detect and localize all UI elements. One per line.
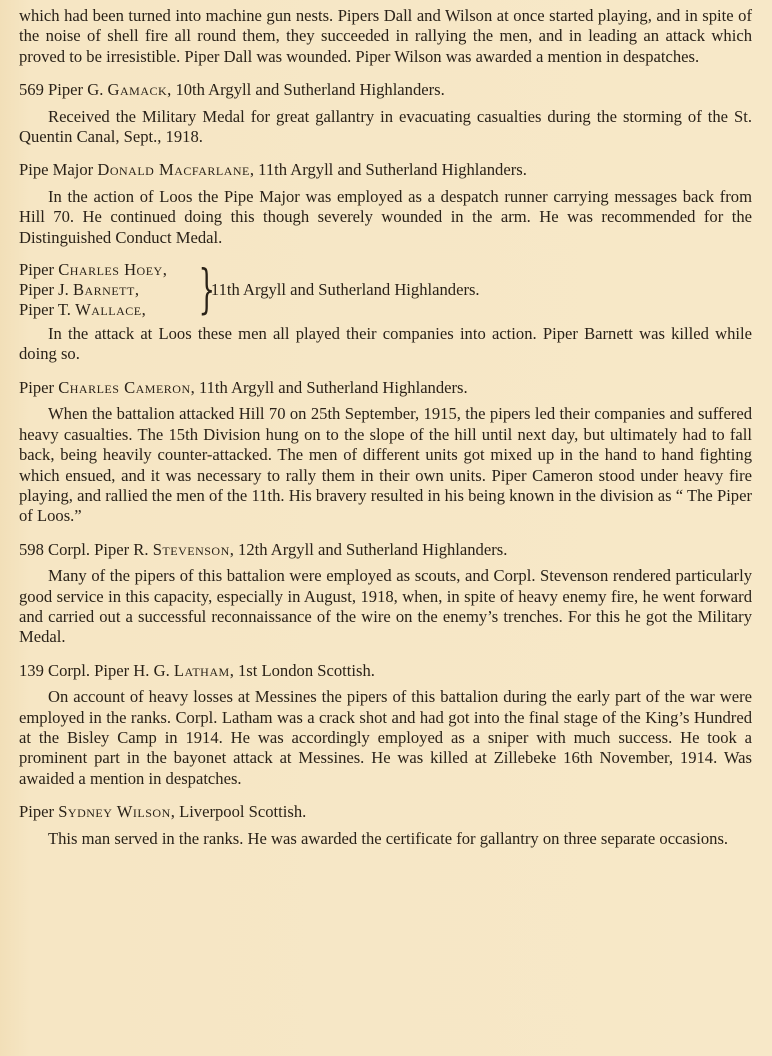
entry-body: On account of heavy losses at Messines the pipers of this battalion during the early part of the war were employed in the ranks. Corpl. Latham was a crack shot and had got into the final stage of the King’s Hundred at the Bisley Camp in 1914. He was accordingly employed as a sniper with much success. He took a prominent part in the bayonet attack at Messines. He was killed at Zillebeke 16th November, 1914. Was awaided a mention in despatches.: [19, 687, 752, 788]
entry-heading: [19, 160, 752, 180]
entry-body: In the attack at Loos these men all played their companies into action. Piper Barnett was killed while doing so.: [19, 324, 752, 364]
entry-prefix: Pipe Major: [19, 160, 98, 180]
entry-heading: [19, 378, 752, 398]
entry-wilson: [19, 802, 752, 849]
entry-unit: , 12th Argyll and Sutherland Highlanders.: [229, 539, 508, 559]
entry-name: Sydney Wilson: [58, 802, 171, 822]
group-names: [19, 260, 167, 320]
group-heading: [19, 260, 752, 320]
member-suffix: ,: [134, 280, 139, 300]
entry-cameron: [19, 378, 752, 527]
entry-unit: , Liverpool Scottish.: [170, 802, 307, 822]
entry-heading: [19, 661, 752, 681]
entry-macfarlane: [19, 160, 752, 248]
member-suffix: ,: [141, 300, 146, 320]
brace-icon: }: [198, 260, 215, 321]
entry-heading: [19, 540, 752, 560]
entry-unit: , 10th Argyll and Sutherland Highlanders.: [167, 80, 445, 100]
member-name: Charles Hoey: [58, 260, 163, 280]
entry-name: Stevenson: [152, 539, 230, 559]
member-name: Wallace: [75, 300, 142, 320]
member-suffix: ,: [162, 260, 167, 280]
entry-name: Gamack: [107, 80, 168, 100]
entry-name: Latham: [173, 660, 230, 680]
entry-prefix: Piper: [19, 802, 59, 822]
group-member: [19, 280, 167, 300]
group-member: [19, 260, 167, 280]
member-prefix: Piper J.: [19, 280, 73, 300]
entry-body: When the battalion attacked Hill 70 on 25th September, 1915, the pipers led their companies and suffered heavy casualties. The 15th Division hung on to the slope of the hill until next day, but ultimately had to fall back, being heavily counter-attacked. The men of different units got mixed up in the hand to hand fighting which ensued, and it was necessary to rally them in their own units. Piper Cameron stood under heavy fire playing, and rallied the men of the 11th. His bravery resulted in his being known in the division as “ The Piper of Loos.”: [19, 404, 752, 526]
entry-group-loos: [19, 260, 752, 365]
entry-prefix: 139 Corpl. Piper H. G.: [19, 660, 174, 680]
member-name: Barnett: [72, 280, 135, 300]
group-unit: 11th Argyll and Sutherland Highlanders.: [210, 280, 480, 300]
entry-name: Charles Cameron: [58, 377, 191, 397]
entry-unit: , 1st London Scottish.: [229, 660, 375, 680]
entry-prefix: Piper: [19, 377, 59, 397]
entry-stevenson: [19, 540, 752, 648]
entry-body: Received the Military Medal for great gallantry in evacuating casualties during the storming of the St. Quentin Canal, Sept., 1918.: [19, 106, 752, 147]
entry-body: This man served in the ranks. He was awarded the certificate for gallantry on three separate occasions.: [48, 828, 729, 848]
member-prefix: Piper T.: [19, 300, 76, 320]
opening-paragraph: which had been turned into machine gun nests. Pipers Dall and Wilson at once started playing, and in spite of the noise of shell fire all round them, they succeeded in rallying the men, and in leading an attack which proved to be irresistible. Piper Dall was wounded. Piper Wilson was awarded a mention in despatches.: [19, 6, 752, 66]
entry-name: Donald Macfarlane: [97, 160, 250, 180]
entry-body: Many of the pipers of this battalion were employed as scouts, and Corpl. Stevenson rendered particularly good service in this capacity, especially in August, 1918, when, in spite of heavy enemy fire, he went forward and carried out a successful reconnaissance of the wire on the enemy’s trenches. For this he got the Military Medal.: [19, 566, 752, 647]
entry-heading: [19, 80, 752, 100]
entry-unit: , 11th Argyll and Sutherland Highlanders.: [190, 377, 468, 397]
entry-unit: , 11th Argyll and Sutherland Highlanders.: [249, 160, 527, 180]
entry-body: In the action of Loos the Pipe Major was employed as a despatch runner carrying messages back from Hill 70. He continued doing this though severely wounded in the arm. He was recommended for the Distinguished Conduct Medal.: [19, 186, 752, 247]
entry-gamack: [19, 80, 752, 147]
entry-latham: [19, 661, 752, 789]
entry-prefix: 598 Corpl. Piper R.: [19, 539, 153, 559]
entry-heading: [19, 802, 752, 822]
entry-prefix: 569 Piper G.: [19, 80, 108, 100]
group-member: [19, 300, 167, 320]
member-prefix: Piper: [19, 260, 59, 280]
